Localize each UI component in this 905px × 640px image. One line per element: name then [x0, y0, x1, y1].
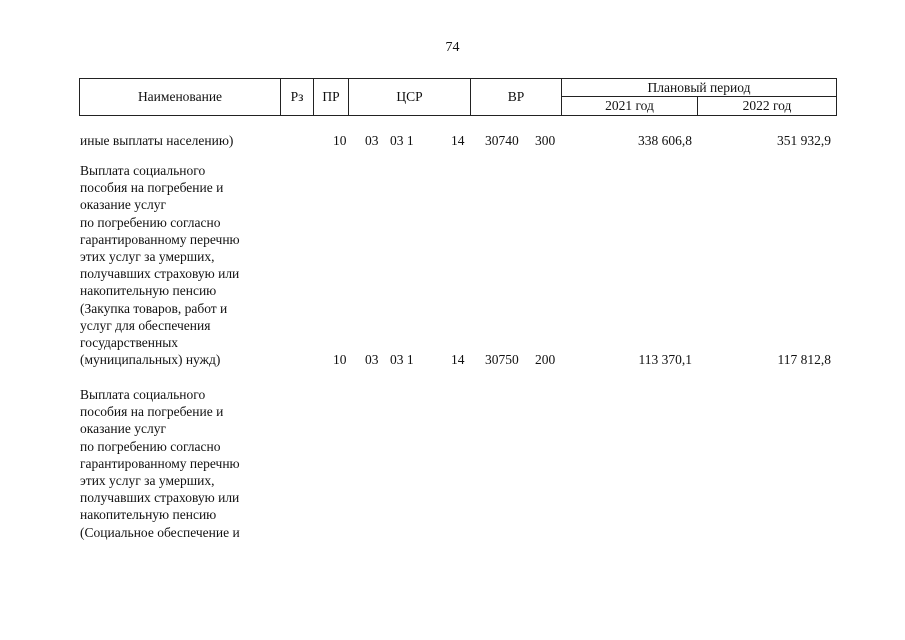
table-header	[79, 78, 837, 116]
row-value-2021: 338 606,8	[638, 133, 692, 148]
header-vr: ВР	[507, 89, 525, 104]
row-vr: 300	[535, 133, 556, 148]
header-name: Наименование	[137, 89, 223, 104]
header-csr: ЦСР	[396, 89, 423, 104]
row-csr-subprogram: 14	[451, 133, 465, 148]
header-pr: ПР	[322, 89, 340, 104]
header-year-2021: 2021 год	[605, 98, 654, 113]
row-pr: 03	[365, 352, 379, 367]
header-year-2022: 2022 год	[742, 98, 792, 113]
row-value-2022: 117 812,8	[777, 352, 831, 367]
row-value-2022: 351 932,9	[777, 133, 831, 148]
row-csr-program: 03 1	[390, 352, 414, 367]
page-number: 74	[445, 40, 460, 55]
row-csr-program: 03 1	[390, 133, 414, 148]
row-csr-direction: 30740	[485, 133, 519, 148]
row-csr-subprogram: 14	[451, 352, 465, 367]
header-rz: Рз	[290, 89, 304, 104]
row-csr-direction: 30750	[485, 352, 519, 367]
row-name: Выплата социального пособия на погребение и оказание услуг по погребению согласно гарантированному перечню этих услуг за умерших, получавших страховую или накопительную пенсию (Закупка товаров, работ и услуг для обеспечения государственных (муниципальных) нужд)	[80, 163, 240, 368]
row-name: Выплата социального пособия на погребение и оказание услуг по погребению согласно гарантированному перечню этих услуг за умерших, получавших страховую или накопительную пенсию (Социальное обеспечение и	[80, 387, 240, 540]
row-pr: 03	[365, 133, 379, 148]
row-name: иные выплаты населению)	[80, 133, 234, 148]
row-value-2021: 113 370,1	[638, 352, 692, 367]
header-planned-period: Плановый период	[647, 79, 751, 95]
row-rz: 10	[333, 133, 347, 148]
row-vr: 200	[535, 352, 556, 367]
row-rz: 10	[333, 352, 347, 367]
